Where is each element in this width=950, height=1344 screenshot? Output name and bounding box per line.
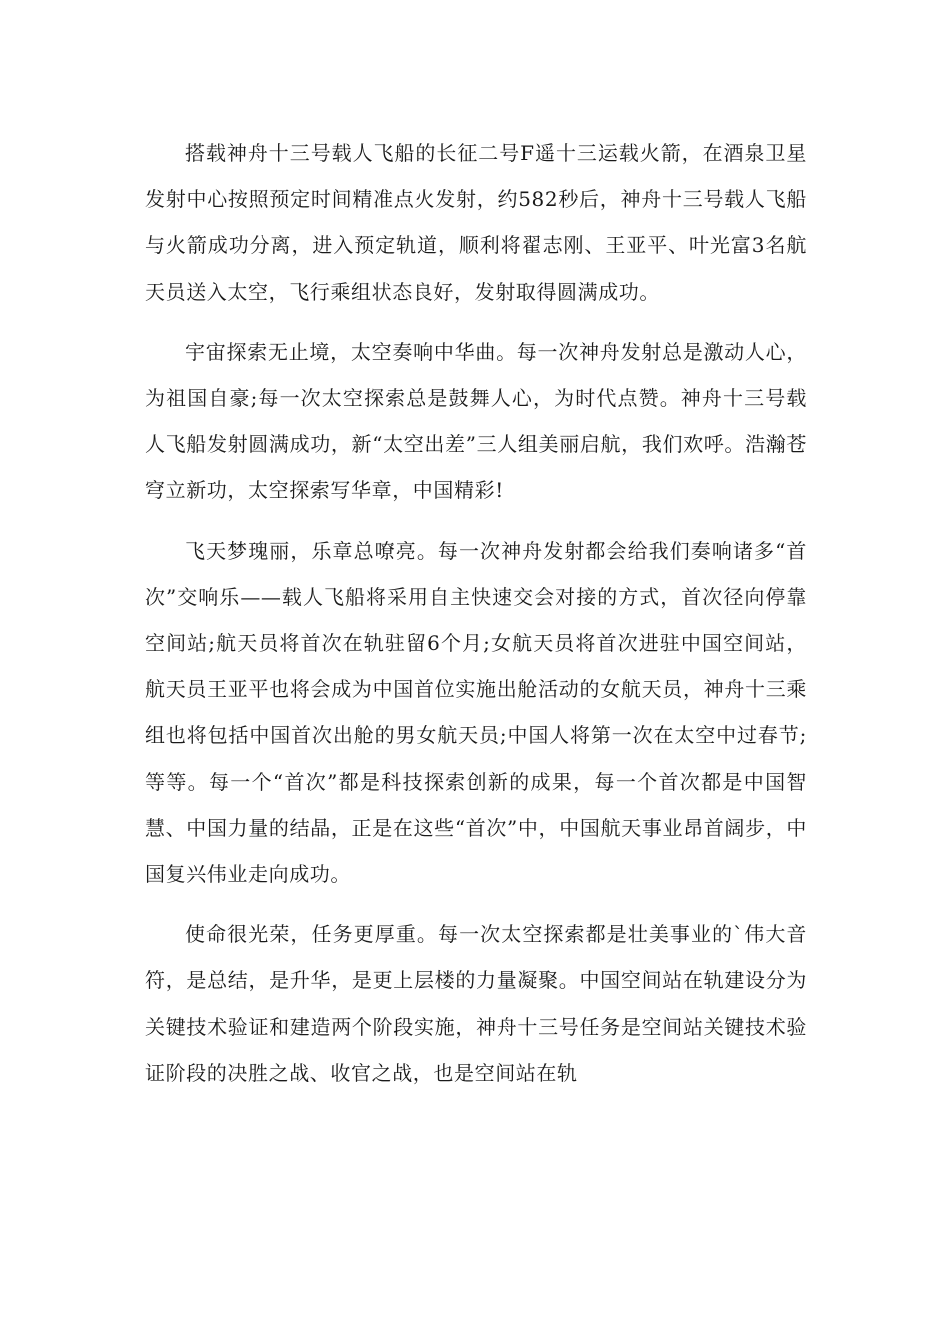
paragraph-4: 使命很光荣，任务更厚重。每一次太空探索都是壮美事业的`伟大音符，是总结，是升华，是更上层楼的力量凝聚。中国空间站在轨建设分为关键技术验证和建造两个阶段实施，神舟十三号任务是空间站关键技术验证阶段的决胜之战、收官之战，也是空间站在轨 (145, 922, 807, 1085)
paragraph-2: 宇宙探索无止境，太空奏响中华曲。每一次神舟发射总是激动人心，为祖国自豪;每一次太空探索总是鼓舞人心，为时代点赞。神舟十三号载人飞船发射圆满成功，新“太空出差”三人组美丽启航，我们欢呼。浩瀚苍穹立新功，太空探索写华章，中国精彩! (145, 339, 807, 503)
article-body (145, 130, 807, 1110)
paragraph-1: 搭载神舟十三号载人飞船的长征二号F遥十三运载火箭，在酒泉卫星发射中心按照预定时间精准点火发射，约582秒后，神舟十三号载人飞船与火箭成功分离，进入预定轨道，顺利将翟志刚、王亚平、叶光富3名航天员送入太空，飞行乘组状态良好，发射取得圆满成功。 (145, 141, 807, 304)
paragraph-3: 飞天梦瑰丽，乐章总嘹亮。每一次神舟发射都会给我们奏响诸多“首次”交响乐——载人飞船将采用自主快速交会对接的方式，首次径向停靠空间站;航天员将首次在轨驻留6个月;女航天员将首次进驻中国空间站，航天员王亚平也将会成为中国首位实施出舱活动的女航天员，神舟十三乘组也将包括中国首次出舱的男女航天员;中国人将第一次在太空中过春节;等等。每一个“首次”都是科技探索创新的成果，每一个首次都是中国智慧、中国力量的结晶，正是在这些“首次”中，中国航天事业昂首阔步，中国复兴伟业走向成功。 (145, 538, 807, 887)
